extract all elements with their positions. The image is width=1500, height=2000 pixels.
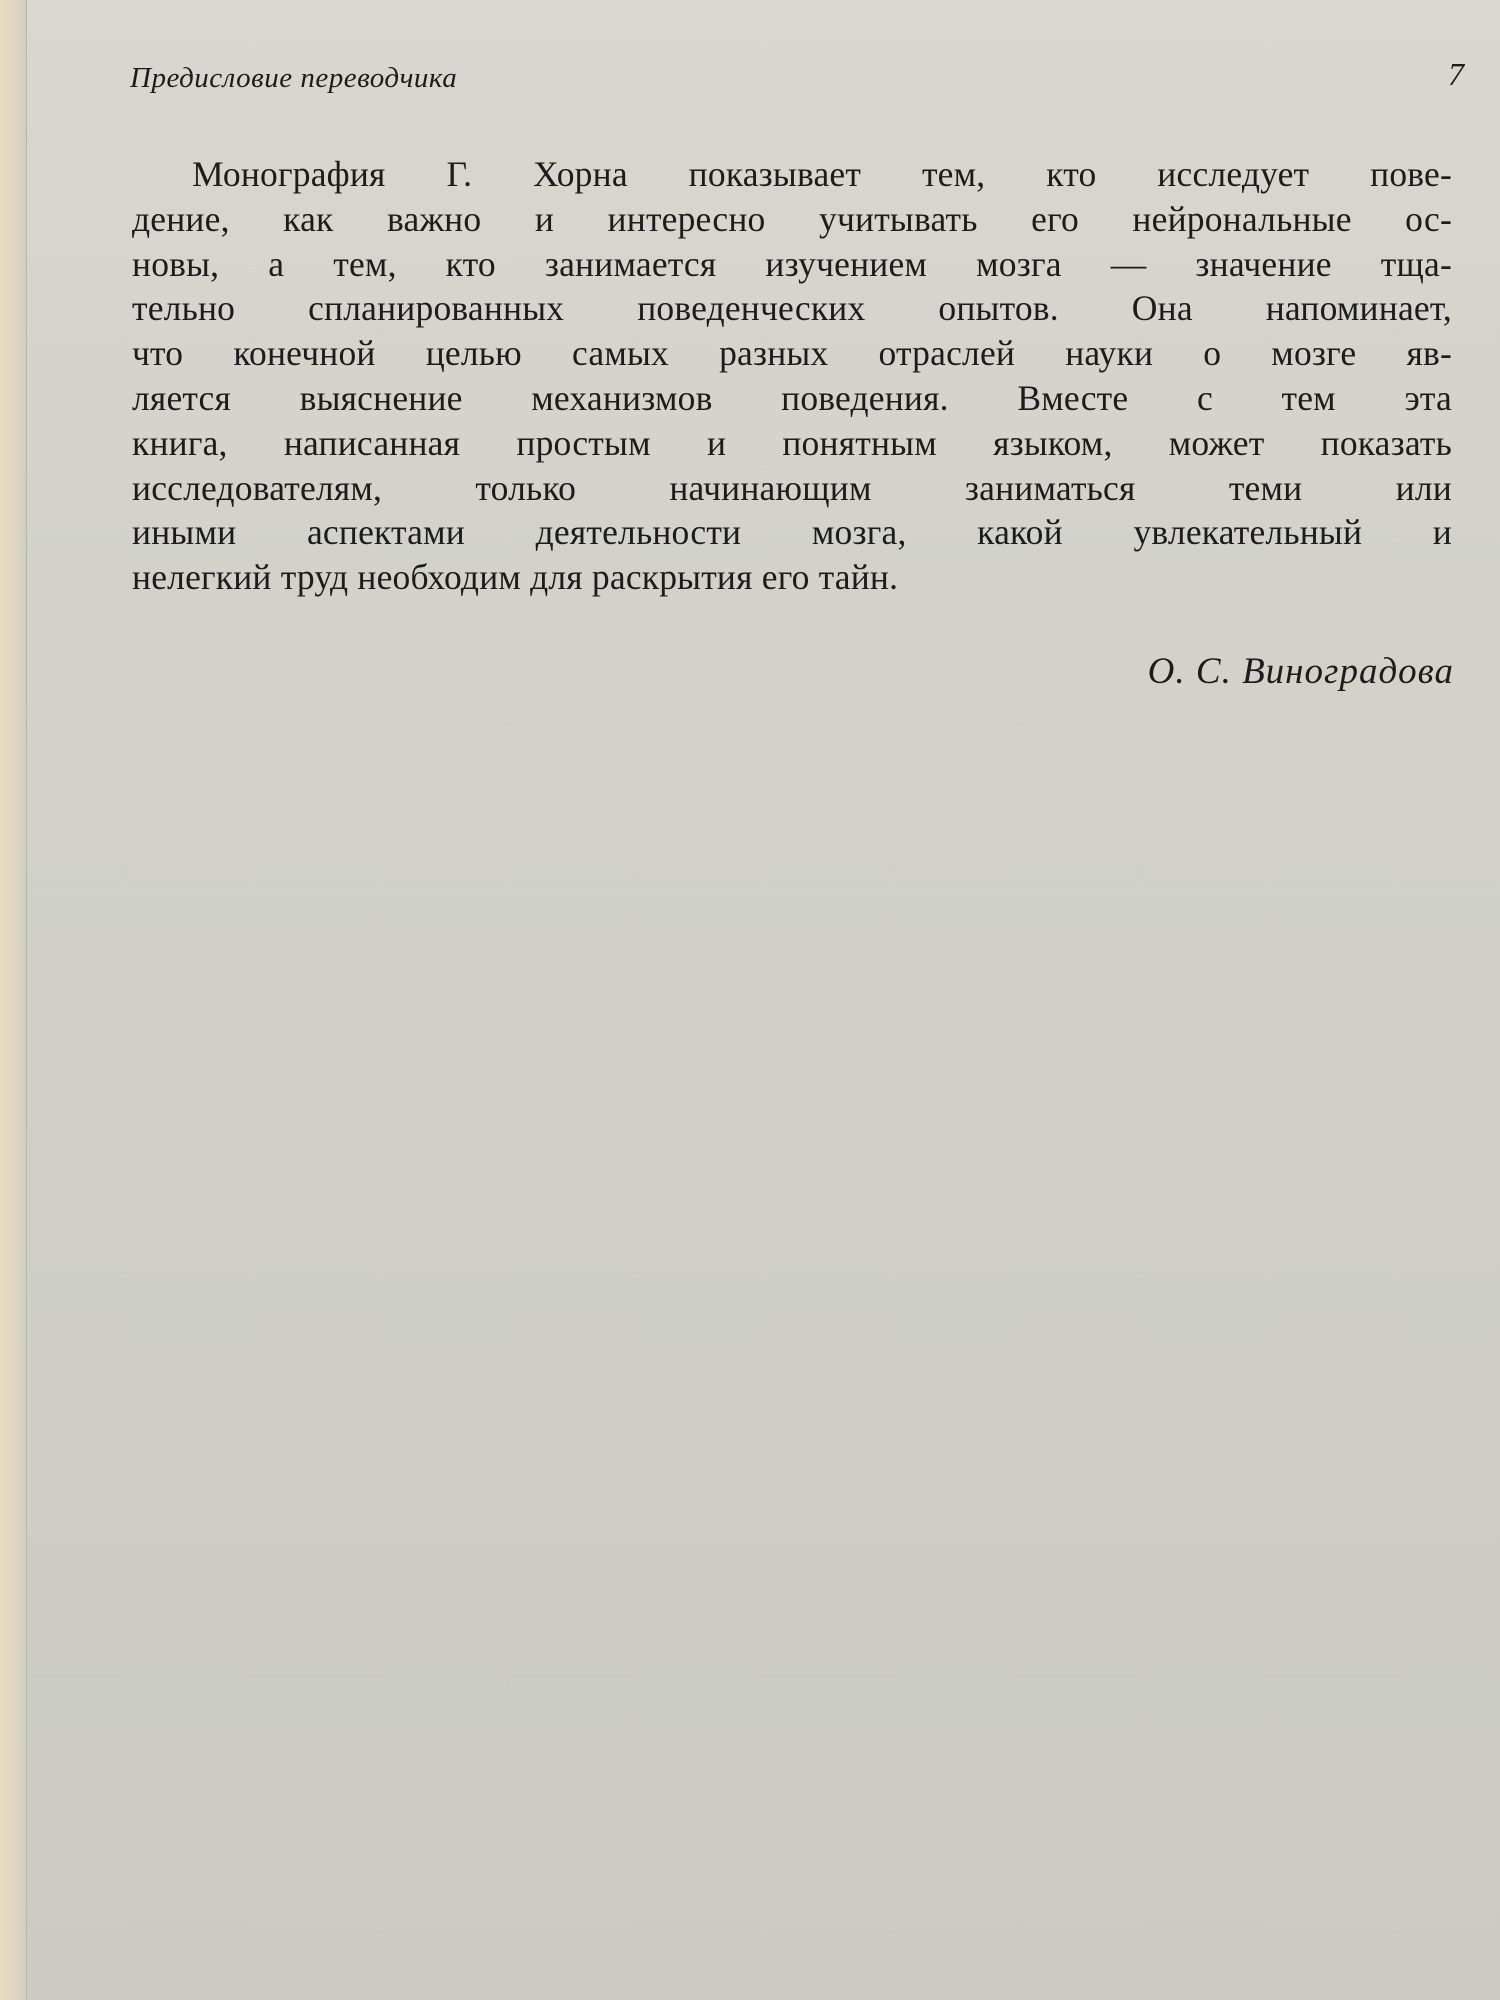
- text-line: иными аспектами деятельности мозга, какой увлекательный и: [132, 512, 1452, 553]
- text-line: книга, написанная простым и понятным языком, может показать: [132, 422, 1452, 463]
- running-head: Предисловие переводчика: [130, 62, 458, 94]
- text-line: дение, как важно и интересно учитывать его нейрональные ос-: [132, 198, 1452, 239]
- text-line: новы, а тем, кто занимается изучением мозга — значение тща-: [132, 243, 1452, 284]
- text-line: Монография Г. Хорна показывает тем, кто исследует пове-: [192, 154, 1452, 194]
- page-gutter-edge: [0, 0, 27, 2000]
- text-line: исследователям, только начинающим заниматься теми или: [132, 467, 1452, 508]
- text-line: нелегкий труд необходим для раскрытия его тайн.: [132, 557, 899, 598]
- text-line: тельно спланированных поведенческих опытов. Она напоминает,: [132, 288, 1452, 329]
- preface-paragraph: [132, 152, 1452, 600]
- text-line: что конечной целью самых разных отраслей науки о мозге яв-: [132, 333, 1452, 374]
- page-number: 7: [1448, 56, 1464, 92]
- author-signature: О. С. Виноградова: [1147, 651, 1454, 692]
- text-line: ляется выяснение механизмов поведения. Вместе с тем эта: [132, 377, 1452, 418]
